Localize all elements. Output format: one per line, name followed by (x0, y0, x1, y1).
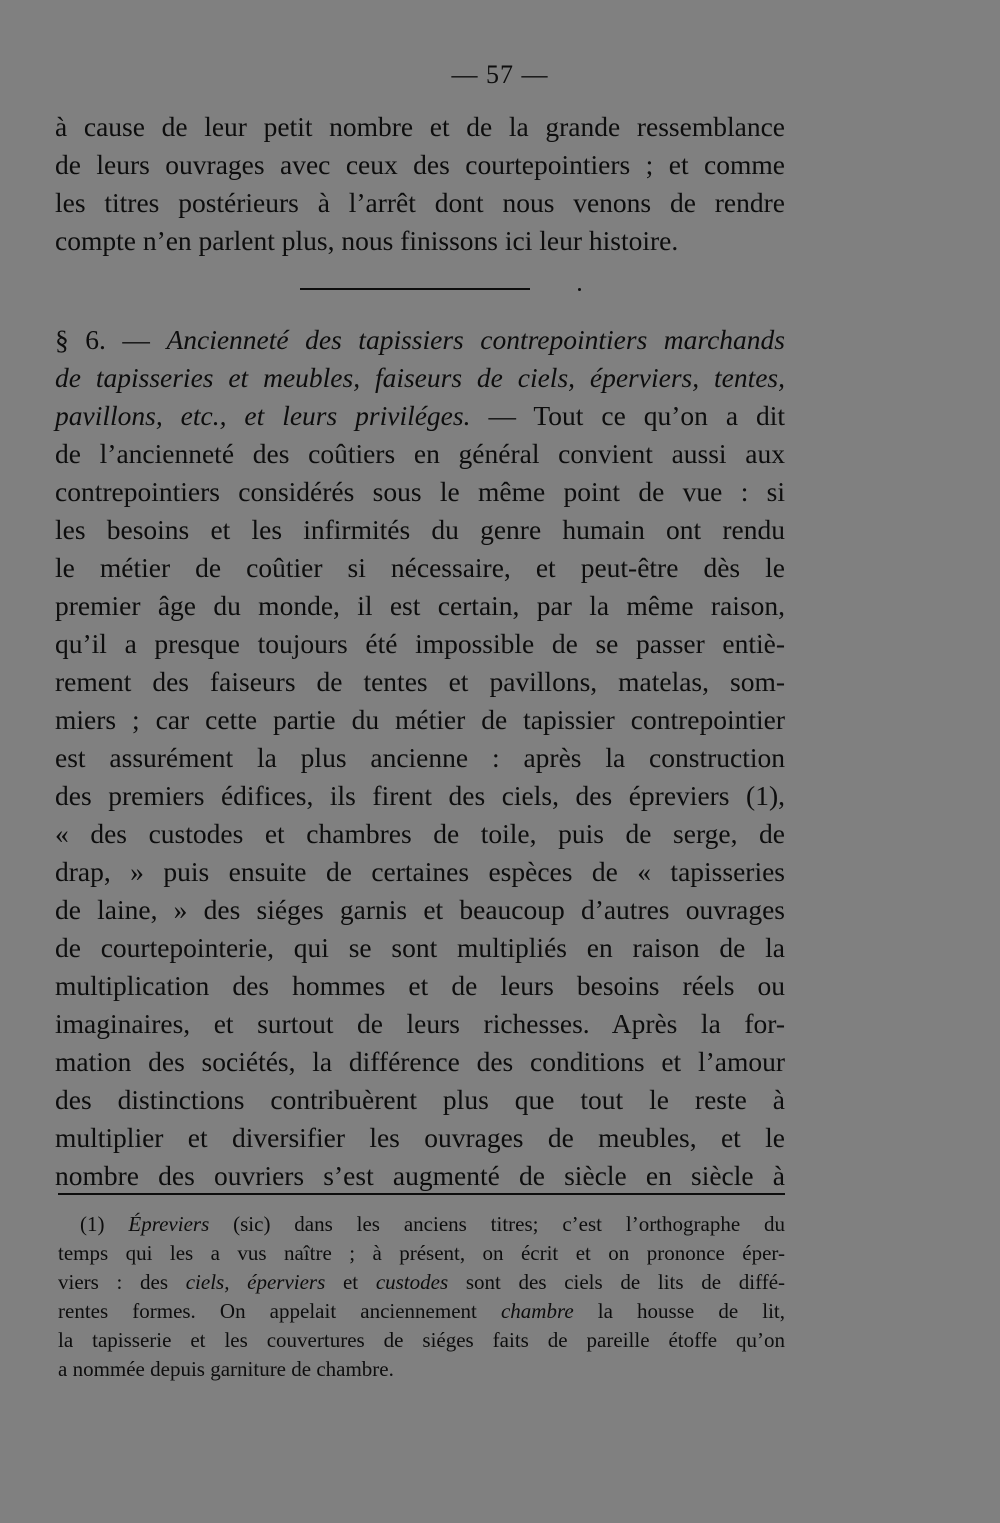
footnote-text: rentes formes. On appelait anciennement (58, 1299, 477, 1323)
footnote-term: ciels, éperviers (185, 1270, 326, 1294)
footnote-term: Épreviers (128, 1212, 210, 1236)
body-start: — Tout ce qu’on a dit (488, 400, 786, 431)
footnote-line (80, 1210, 785, 1239)
page-number: — 57 — (451, 60, 549, 89)
text-line: est assurément la plus ancienne : après la construction (55, 742, 785, 773)
footnote-marker: (1) (80, 1212, 105, 1236)
section-heading-line (55, 359, 785, 397)
text-line: de courtepointerie, qui se sont multipliés en raison de la (55, 932, 785, 963)
footnote-line: la tapisserie et les couvertures de siéges faits de pareille étoffe qu’on (58, 1328, 785, 1352)
footnote-term: custodes (375, 1270, 449, 1294)
text-line: les titres postérieurs à l’arrêt dont nous venons de rendre (55, 187, 785, 218)
footnote-line: a nommée depuis garniture de chambre. (58, 1357, 394, 1381)
text-line: mation des sociétés, la différence des conditions et l’amour (55, 1046, 785, 1077)
section-marker: § 6. — (55, 324, 150, 355)
text-line: « des custodes et chambres de toile, puis de serge, de (55, 818, 785, 849)
text-line: miers ; car cette partie du métier de tapissier contrepointier (55, 704, 785, 735)
section-title: de tapisseries et meubles, faiseurs de ciels, éperviers, tentes, (55, 362, 785, 393)
section-title: Ancienneté des tapissiers contrepointiers marchands (166, 324, 785, 355)
text-line: de leurs ouvrages avec ceux des courtepointiers ; et comme (55, 149, 785, 180)
footnote-text: la housse de lit, (597, 1299, 786, 1323)
section-title: pavillons, etc., et leurs priviléges. (55, 400, 471, 431)
footnote-text: et (342, 1270, 359, 1294)
section-heading-line (55, 321, 785, 359)
section-heading-line (55, 397, 785, 435)
footnote-term: chambre (500, 1299, 574, 1323)
footnote-text: viers : des (58, 1270, 169, 1294)
text-line: les besoins et les infirmités du genre humain ont rendu (55, 514, 785, 545)
text-line: contrepointiers considérés sous le même point de vue : si (55, 476, 785, 507)
footnote-line: temps qui les a vus naître ; à présent, on écrit et on prononce éper- (58, 1241, 785, 1265)
text-line: des premiers édifices, ils firent des ciels, des épreviers (1), (55, 780, 785, 811)
text-line: imaginaires, et surtout de leurs richesses. Après la for- (55, 1008, 785, 1039)
separator-dot (578, 288, 581, 291)
text-line: drap, » puis ensuite de certaines espèces de « tapisseries (55, 856, 785, 887)
text-line: de laine, » des siéges garnis et beaucoup d’autres ouvrages (55, 894, 785, 925)
text-line: compte n’en parlent plus, nous finissons ici leur histoire. (55, 225, 679, 256)
footnote-line (58, 1297, 785, 1326)
text-line: à cause de leur petit nombre et de la grande ressemblance (55, 111, 785, 142)
text-line: de l’ancienneté des coûtiers en général convient aussi aux (55, 438, 785, 469)
text-line: multiplier et diversifier les ouvrages de meubles, et le (55, 1122, 785, 1153)
footnote-text: (sic) dans les anciens titres; c’est l’orthographe du (233, 1212, 786, 1236)
text-line: rement des faiseurs de tentes et pavillons, matelas, som- (55, 666, 785, 697)
footnote-text: sont des ciels de lits de diffé- (465, 1270, 786, 1294)
footnote-rule (58, 1193, 785, 1195)
text-line: le métier de coûtier si nécessaire, et peut-être dès le (55, 552, 785, 583)
footnote-line (58, 1268, 785, 1297)
text-line: multiplication des hommes et de leurs besoins réels ou (55, 970, 785, 1001)
text-line: des distinctions contribuèrent plus que tout le reste à (55, 1084, 785, 1115)
section-separator (300, 288, 530, 290)
text-line: premier âge du monde, il est certain, par la même raison, (55, 590, 785, 621)
text-line: nombre des ouvriers s’est augmenté de siècle en siècle à (55, 1160, 785, 1191)
text-line: qu’il a presque toujours été impossible de se passer entiè- (55, 628, 785, 659)
